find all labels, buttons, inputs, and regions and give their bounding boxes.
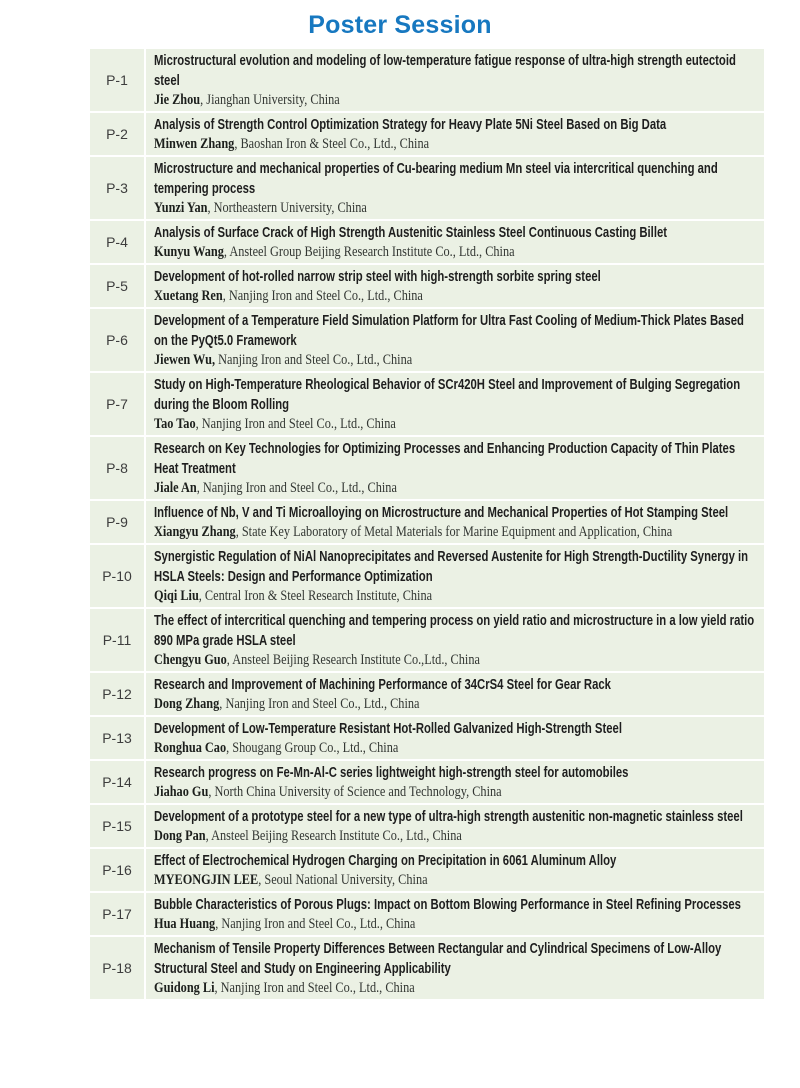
poster-cell <box>145 500 765 544</box>
poster-id: P-17 <box>89 892 145 936</box>
table-row <box>89 544 765 608</box>
poster-author-line <box>154 287 758 306</box>
poster-title: Study on High-Temperature Rheological Behavior of SCr420H Steel and Improvement of Bulging Segregation during the Bloom Rolling <box>154 377 741 413</box>
author-name: MYEONGJIN LEE <box>154 872 259 888</box>
author-name: Jiahao Gu <box>154 784 209 800</box>
table-row <box>89 936 765 1000</box>
poster-title: Bubble Characteristics of Porous Plugs: Impact on Bottom Blowing Performance in Steel Refining Processes <box>154 897 741 913</box>
poster-title: Research and Improvement of Machining Performance of 34CrS4 Steel for Gear Rack <box>154 677 611 693</box>
poster-cell <box>145 848 765 892</box>
table-row <box>89 760 765 804</box>
poster-id: P-4 <box>89 220 145 264</box>
table-row <box>89 672 765 716</box>
poster-author-line <box>154 135 758 154</box>
author-affiliation: , Ansteel Beijing Research Institute Co.,Ltd., China <box>226 652 480 668</box>
table-row <box>89 804 765 848</box>
poster-title: Synergistic Regulation of NiAl Nanoprecipitates and Reversed Austenite for High Strength-Ductility Synergy in HSLA Steels: Design and Performance Optimization <box>154 549 749 585</box>
poster-author-line <box>154 587 758 606</box>
poster-author-line <box>154 351 758 370</box>
author-name: Jie Zhou <box>154 92 201 108</box>
author-affiliation: , State Key Laboratory of Metal Materials for Marine Equipment and Application, China <box>235 524 673 540</box>
poster-id: P-2 <box>89 112 145 156</box>
poster-cell <box>145 936 765 1000</box>
poster-cell <box>145 672 765 716</box>
poster-cell <box>145 544 765 608</box>
page-title: Poster Session <box>308 11 492 39</box>
poster-title: Mechanism of Tensile Property Differences Between Rectangular and Cylindrical Specimens of Low-Alloy Structural Steel and Study on Engineering Applicability <box>154 941 722 977</box>
table-row <box>89 48 765 112</box>
author-name: Jiewen Wu, <box>154 352 216 368</box>
table-row <box>89 264 765 308</box>
poster-title: Development of a Temperature Field Simulation Platform for Ultra Fast Cooling of Medium-Thick Plates Based on the PyQt5.0 Framework <box>154 313 744 349</box>
author-affiliation: , Nanjing Iron and Steel Co., Ltd., China <box>219 696 420 712</box>
poster-id: P-13 <box>89 716 145 760</box>
table-row <box>89 892 765 936</box>
poster-cell <box>145 48 765 112</box>
author-affiliation: , Jianghan University, China <box>200 92 340 108</box>
table-row <box>89 220 765 264</box>
poster-title: Development of Low-Temperature Resistant Hot-Rolled Galvanized High-Strength Steel <box>154 721 622 737</box>
poster-id: P-1 <box>89 48 145 112</box>
poster-cell <box>145 156 765 220</box>
poster-title: Development of hot-rolled narrow strip steel with high-strength sorbite spring steel <box>154 269 601 285</box>
table-row <box>89 308 765 372</box>
author-name: Chengyu Guo <box>154 652 227 668</box>
poster-title: Development of a prototype steel for a new type of ultra-high strength austenitic non-magnetic stainless steel <box>154 809 743 825</box>
table-row <box>89 436 765 500</box>
poster-cell <box>145 760 765 804</box>
author-affiliation: , Ansteel Group Beijing Research Institute Co., Ltd., China <box>223 244 515 260</box>
poster-title: Effect of Electrochemical Hydrogen Charging on Precipitation in 6061 Aluminum Alloy <box>154 853 617 869</box>
author-affiliation: , Central Iron & Steel Research Institute, China <box>198 588 433 604</box>
author-affiliation: , Nanjing Iron and Steel Co., Ltd., China <box>215 916 416 932</box>
author-name: Xuetang Ren <box>154 288 223 304</box>
poster-id: P-12 <box>89 672 145 716</box>
poster-id: P-10 <box>89 544 145 608</box>
poster-title: The effect of intercritical quenching and tempering process on yield ratio and microstructure in a low yield ratio 890 MPa grade HSLA steel <box>154 613 755 649</box>
author-affiliation: , Baoshan Iron & Steel Co., Ltd., China <box>234 136 430 152</box>
poster-cell <box>145 112 765 156</box>
author-name: Dong Pan <box>154 828 206 844</box>
author-affiliation: , Nanjing Iron and Steel Co., Ltd., China <box>214 980 415 996</box>
author-affiliation: , Nanjing Iron and Steel Co., Ltd., China <box>222 288 423 304</box>
poster-author-line <box>154 91 758 110</box>
session-rows <box>89 48 765 1000</box>
table-row <box>89 500 765 544</box>
poster-author-line <box>154 783 758 802</box>
poster-author-line <box>154 739 758 758</box>
poster-author-line <box>154 523 758 542</box>
poster-id: P-5 <box>89 264 145 308</box>
poster-id: P-16 <box>89 848 145 892</box>
author-name: Hua Huang <box>154 916 216 932</box>
poster-author-line <box>154 651 758 670</box>
poster-author-line <box>154 243 758 262</box>
poster-id: P-7 <box>89 372 145 436</box>
author-name: Tao Tao <box>154 416 196 432</box>
poster-id: P-15 <box>89 804 145 848</box>
author-affiliation: , Ansteel Beijing Research Institute Co., Ltd., China <box>205 828 462 844</box>
author-affiliation: , Nanjing Iron and Steel Co., Ltd., China <box>195 416 396 432</box>
poster-cell <box>145 892 765 936</box>
poster-cell <box>145 308 765 372</box>
author-name: Guidong Li <box>154 980 215 996</box>
poster-title: Research progress on Fe-Mn-Al-C series lightweight high-strength steel for automobiles <box>154 765 629 781</box>
author-affiliation: , Nanjing Iron and Steel Co., Ltd., China <box>196 480 397 496</box>
poster-id: P-3 <box>89 156 145 220</box>
poster-id: P-14 <box>89 760 145 804</box>
poster-cell <box>145 716 765 760</box>
poster-id: P-18 <box>89 936 145 1000</box>
poster-cell <box>145 372 765 436</box>
table-row <box>89 608 765 672</box>
author-affiliation: , Shougang Group Co., Ltd., China <box>226 740 399 756</box>
author-affiliation: , North China University of Science and Technology, China <box>208 784 502 800</box>
table-row <box>89 112 765 156</box>
author-affiliation: , Seoul National University, China <box>258 872 428 888</box>
poster-author-line <box>154 479 758 498</box>
poster-title: Microstructural evolution and modeling of low-temperature fatigue response of ultra-high strength eutectoid steel <box>154 53 736 89</box>
table-row <box>89 848 765 892</box>
poster-title: Analysis of Surface Crack of High Strength Austenitic Stainless Steel Continuous Casting Billet <box>154 225 668 241</box>
poster-author-line <box>154 199 758 218</box>
poster-cell <box>145 608 765 672</box>
poster-author-line <box>154 915 758 934</box>
author-name: Qiqi Liu <box>154 588 199 604</box>
poster-id: P-11 <box>89 608 145 672</box>
author-name: Minwen Zhang <box>154 136 235 152</box>
table-row <box>89 716 765 760</box>
poster-id: P-9 <box>89 500 145 544</box>
table-row <box>89 156 765 220</box>
poster-id: P-8 <box>89 436 145 500</box>
poster-cell <box>145 436 765 500</box>
poster-title: Research on Key Technologies for Optimizing Processes and Enhancing Production Capacity of Thin Plates Heat Treatment <box>154 441 736 477</box>
poster-author-line <box>154 871 758 890</box>
poster-cell <box>145 264 765 308</box>
poster-cell <box>145 220 765 264</box>
poster-cell <box>145 804 765 848</box>
author-name: Kunyu Wang <box>154 244 224 260</box>
poster-author-line <box>154 827 758 846</box>
poster-session-table <box>88 47 766 1001</box>
author-name: Yunzi Yan <box>154 200 208 216</box>
author-name: Ronghua Cao <box>154 740 227 756</box>
poster-title: Analysis of Strength Control Optimization Strategy for Heavy Plate 5Ni Steel Based on Big Data <box>154 117 667 133</box>
poster-title: Influence of Nb, V and Ti Microalloying on Microstructure and Mechanical Properties of Hot Stamping Steel <box>154 505 729 521</box>
poster-author-line <box>154 415 758 434</box>
author-affiliation: , Northeastern University, China <box>207 200 367 216</box>
table-row <box>89 372 765 436</box>
poster-title: Microstructure and mechanical properties of Cu-bearing medium Mn steel via intercritical quenching and tempering process <box>154 161 718 197</box>
author-affiliation: Nanjing Iron and Steel Co., Ltd., China <box>215 352 413 368</box>
poster-id: P-6 <box>89 308 145 372</box>
poster-author-line <box>154 979 758 998</box>
author-name: Jiale An <box>154 480 197 496</box>
author-name: Dong Zhang <box>154 696 220 712</box>
author-name: Xiangyu Zhang <box>154 524 236 540</box>
poster-author-line <box>154 695 758 714</box>
